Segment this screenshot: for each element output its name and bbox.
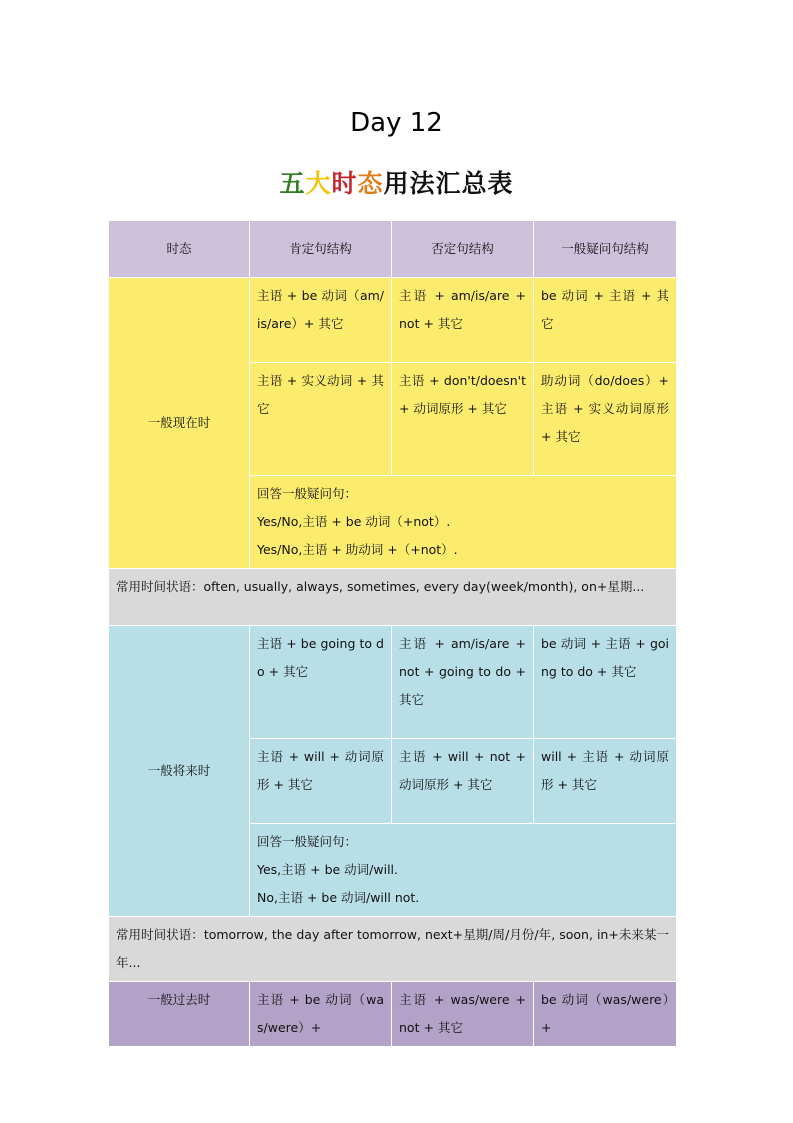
tense-future-simple: 一般将来时 xyxy=(109,626,250,917)
present-negative-verb: 主语 + don't/doesn't + 动词原形 + 其它 xyxy=(392,363,534,476)
future-negative-going-to: 主语 + am/is/are + not + going to do + 其它 xyxy=(392,626,534,739)
present-answer-line-1: Yes/No,主语 + be 动词（+not）. xyxy=(257,514,451,529)
tense-present-simple: 一般现在时 xyxy=(109,278,250,569)
future-row-1 xyxy=(109,626,677,739)
future-time-adverbs: 常用时间状语：tomorrow, the day after tomorrow, next+星期/周/月份/年, soon, in+未来某一年... xyxy=(109,917,677,982)
present-affirmative-be: 主语 + be 动词（am/is/are）+ 其它 xyxy=(250,278,392,363)
tense-past-simple: 一般过去时 xyxy=(109,982,250,1047)
title-char-3: 时 xyxy=(331,169,358,198)
past-row-1 xyxy=(109,982,677,1047)
future-answer-heading: 回答一般疑问句： xyxy=(257,834,358,849)
past-question-be: be 动词（was/were）+ xyxy=(534,982,677,1047)
future-affirmative-will: 主语 + will + 动词原形 + 其它 xyxy=(250,739,392,824)
present-negative-be: 主语 + am/is/are + not + 其它 xyxy=(392,278,534,363)
title-char-4: 态 xyxy=(357,169,384,198)
present-affirmative-verb: 主语 + 实义动词 + 其它 xyxy=(250,363,392,476)
header-negative: 否定句结构 xyxy=(392,221,534,278)
present-answer-line-2: Yes/No,主语 + 助动词 +（+not）. xyxy=(257,542,458,557)
title-rest: 用法汇总表 xyxy=(383,169,514,198)
page-title xyxy=(0,164,793,200)
present-question-verb: 助动词（do/does）+ 主语 + 实义动词原形 + 其它 xyxy=(534,363,677,476)
header-question: 一般疑问句结构 xyxy=(534,221,677,278)
header-row xyxy=(109,221,677,278)
present-adverb-row xyxy=(109,569,677,626)
future-question-going-to: be 动词 + 主语 + going to do + 其它 xyxy=(534,626,677,739)
present-answer xyxy=(250,476,677,569)
present-question-be: be 动词 + 主语 + 其它 xyxy=(534,278,677,363)
title-char-1: 五 xyxy=(279,169,306,198)
future-answer-line-2: No,主语 + be 动词/will not. xyxy=(257,890,420,905)
tense-summary-table xyxy=(108,220,677,1047)
future-answer-line-1: Yes,主语 + be 动词/will. xyxy=(257,862,398,877)
future-answer xyxy=(250,824,677,917)
title-char-2: 大 xyxy=(305,169,332,198)
header-affirmative: 肯定句结构 xyxy=(250,221,392,278)
present-row-1 xyxy=(109,278,677,363)
present-answer-heading: 回答一般疑问句： xyxy=(257,486,358,501)
header-tense: 时态 xyxy=(109,221,250,278)
present-time-adverbs: 常用时间状语：often, usually, always, sometimes, every day(week/month), on+星期... xyxy=(109,569,677,626)
future-adverb-row xyxy=(109,917,677,982)
day-title: Day 12 xyxy=(350,108,443,138)
future-question-will: will + 主语 + 动词原形 + 其它 xyxy=(534,739,677,824)
future-negative-will: 主语 + will + not + 动词原形 + 其它 xyxy=(392,739,534,824)
past-negative-be: 主语 + was/were + not + 其它 xyxy=(392,982,534,1047)
past-affirmative-be: 主语 + be 动词（was/were）+ xyxy=(250,982,392,1047)
future-affirmative-going-to: 主语 + be going to do + 其它 xyxy=(250,626,392,739)
